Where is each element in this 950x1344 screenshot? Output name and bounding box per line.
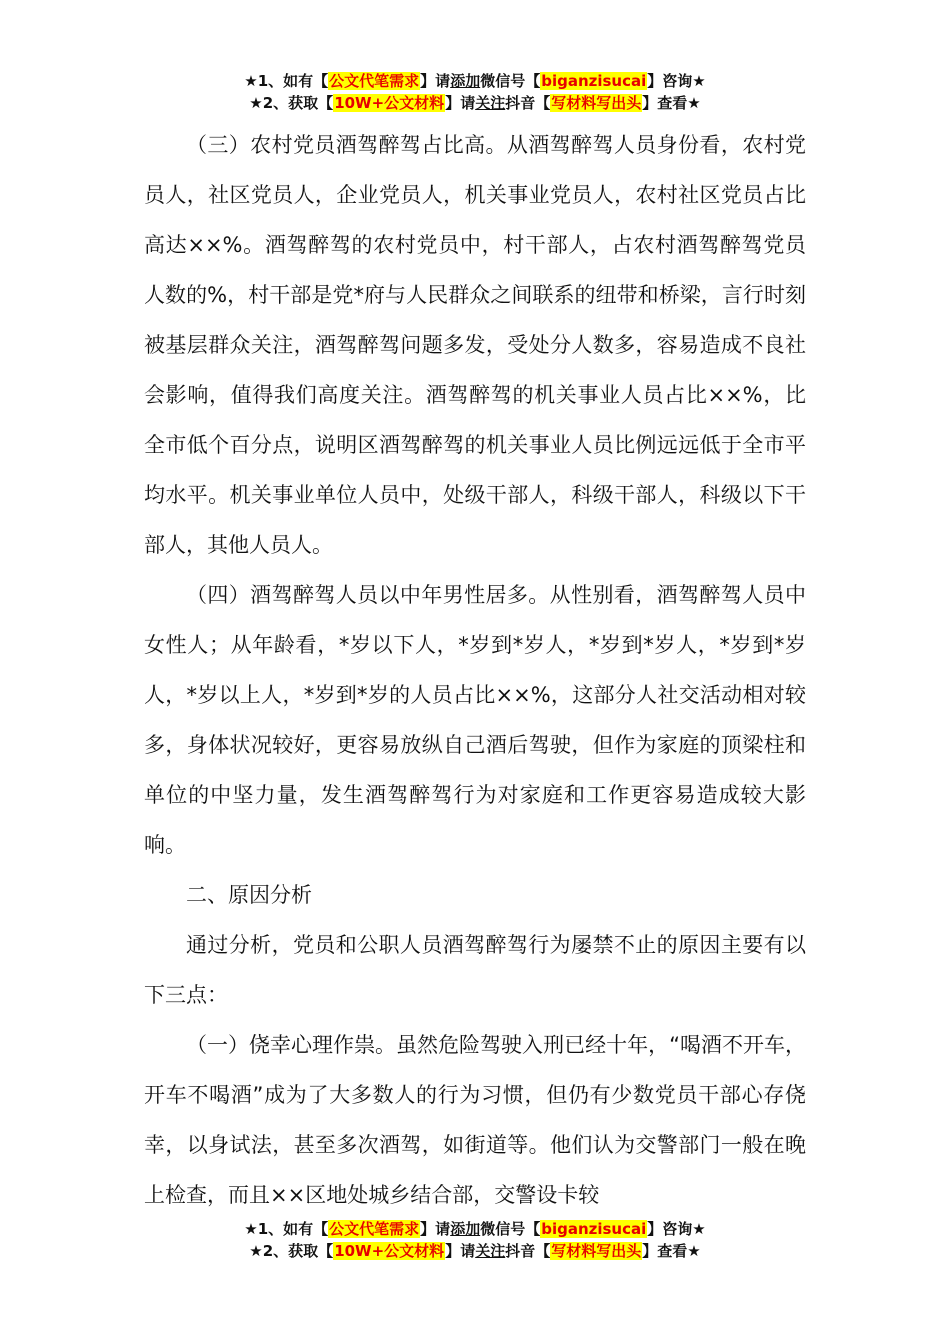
- underlined-text: 添加: [450, 72, 481, 90]
- underlined-text: 关注: [475, 94, 506, 112]
- banner-text: ★2、获取【: [249, 1242, 334, 1260]
- paragraph-middle-aged-men: （四）酒驾醉驾人员以中年男性居多。从性别看，酒驾醉驾人员中女性人；从年龄看，*岁以下人，*岁到*岁人，*岁到*岁人，*岁到*岁人，*岁以上人，*岁到*岁的人员占比××%，这部分人社交活动相对较多，身体状况较好，更容易放纵自己酒后驾驶，但作为家庭的顶梁柱和单位的中坚力量，发生酒驾醉驾行为对家庭和工作更容易造成较大影响。: [144, 583, 806, 857]
- banner-text: 抖音【: [505, 1242, 551, 1260]
- highlight-wechat-id: biganzisucai: [541, 1220, 647, 1238]
- highlight-douyin-id: 写材料写出头: [551, 1242, 642, 1260]
- banner-text: 微信号【: [480, 72, 541, 90]
- document-body: [144, 120, 806, 1220]
- underlined-text: 关注: [475, 1242, 506, 1260]
- banner-text: 】咨询★: [647, 72, 706, 90]
- paragraph-analysis-intro: 通过分析，党员和公职人员酒驾醉驾行为屡禁不止的原因主要有以下三点：: [144, 933, 806, 1007]
- section-heading-cause-analysis: 二、原因分析: [186, 883, 312, 907]
- highlight-wechat-id: biganzisucai: [541, 72, 647, 90]
- banner-text: 微信号【: [480, 1220, 541, 1238]
- footer-banner: [0, 1218, 950, 1262]
- banner-text: 】请: [420, 1220, 451, 1238]
- banner-text: 】请: [445, 1242, 476, 1260]
- header-banner: [0, 70, 950, 114]
- banner-line-1: [0, 70, 950, 92]
- underlined-text: 添加: [450, 1220, 481, 1238]
- banner-text: 】请: [445, 94, 476, 112]
- paragraph-rural-members: （三）农村党员酒驾醉驾占比高。从酒驾醉驾人员身份看，农村党员人，社区党员人，企业党员人，机关事业党员人，农村社区党员占比高达××%。酒驾醉驾的农村党员中，村干部人，占农村酒驾醉驾党员人数的%，村干部是党*府与人民群众之间联系的纽带和桥梁，言行时刻被基层群众关注，酒驾醉驾问题多发，受处分人数多，容易造成不良社会影响，值得我们高度关注。酒驾醉驾的机关事业人员占比××%，比全市低个百分点，说明区酒驾醉驾的机关事业人员比例远远低于全市平均水平。机关事业单位人员中，处级干部人，科级干部人，科级以下干部人，其他人员人。: [144, 133, 806, 557]
- banner-line-2: [0, 92, 950, 114]
- banner-line-1: [0, 1218, 950, 1240]
- banner-line-2: [0, 1240, 950, 1262]
- banner-text: ★1、如有【: [244, 72, 329, 90]
- banner-text: ★1、如有【: [244, 1220, 329, 1238]
- banner-text: 】查看★: [642, 1242, 701, 1260]
- banner-text: 抖音【: [505, 94, 551, 112]
- banner-text: 】请: [420, 72, 451, 90]
- highlight-service: 公文代笔需求: [329, 72, 420, 90]
- highlight-materials: 10W+公文材料: [334, 1242, 445, 1260]
- banner-text: 】咨询★: [647, 1220, 706, 1238]
- banner-text: ★2、获取【: [249, 94, 334, 112]
- paragraph-luck-mentality: （一）侥幸心理作祟。虽然危险驾驶入刑已经十年，“喝酒不开车，开车不喝酒”成为了大多数人的行为习惯，但仍有少数党员干部心存侥幸，以身试法，甚至多次酒驾，如街道等。他们认为交警部门一般在晚上检查，而且××区地处城乡结合部，交警设卡较: [144, 1033, 806, 1207]
- highlight-douyin-id: 写材料写出头: [551, 94, 642, 112]
- highlight-service: 公文代笔需求: [329, 1220, 420, 1238]
- highlight-materials: 10W+公文材料: [334, 94, 445, 112]
- banner-text: 】查看★: [642, 94, 701, 112]
